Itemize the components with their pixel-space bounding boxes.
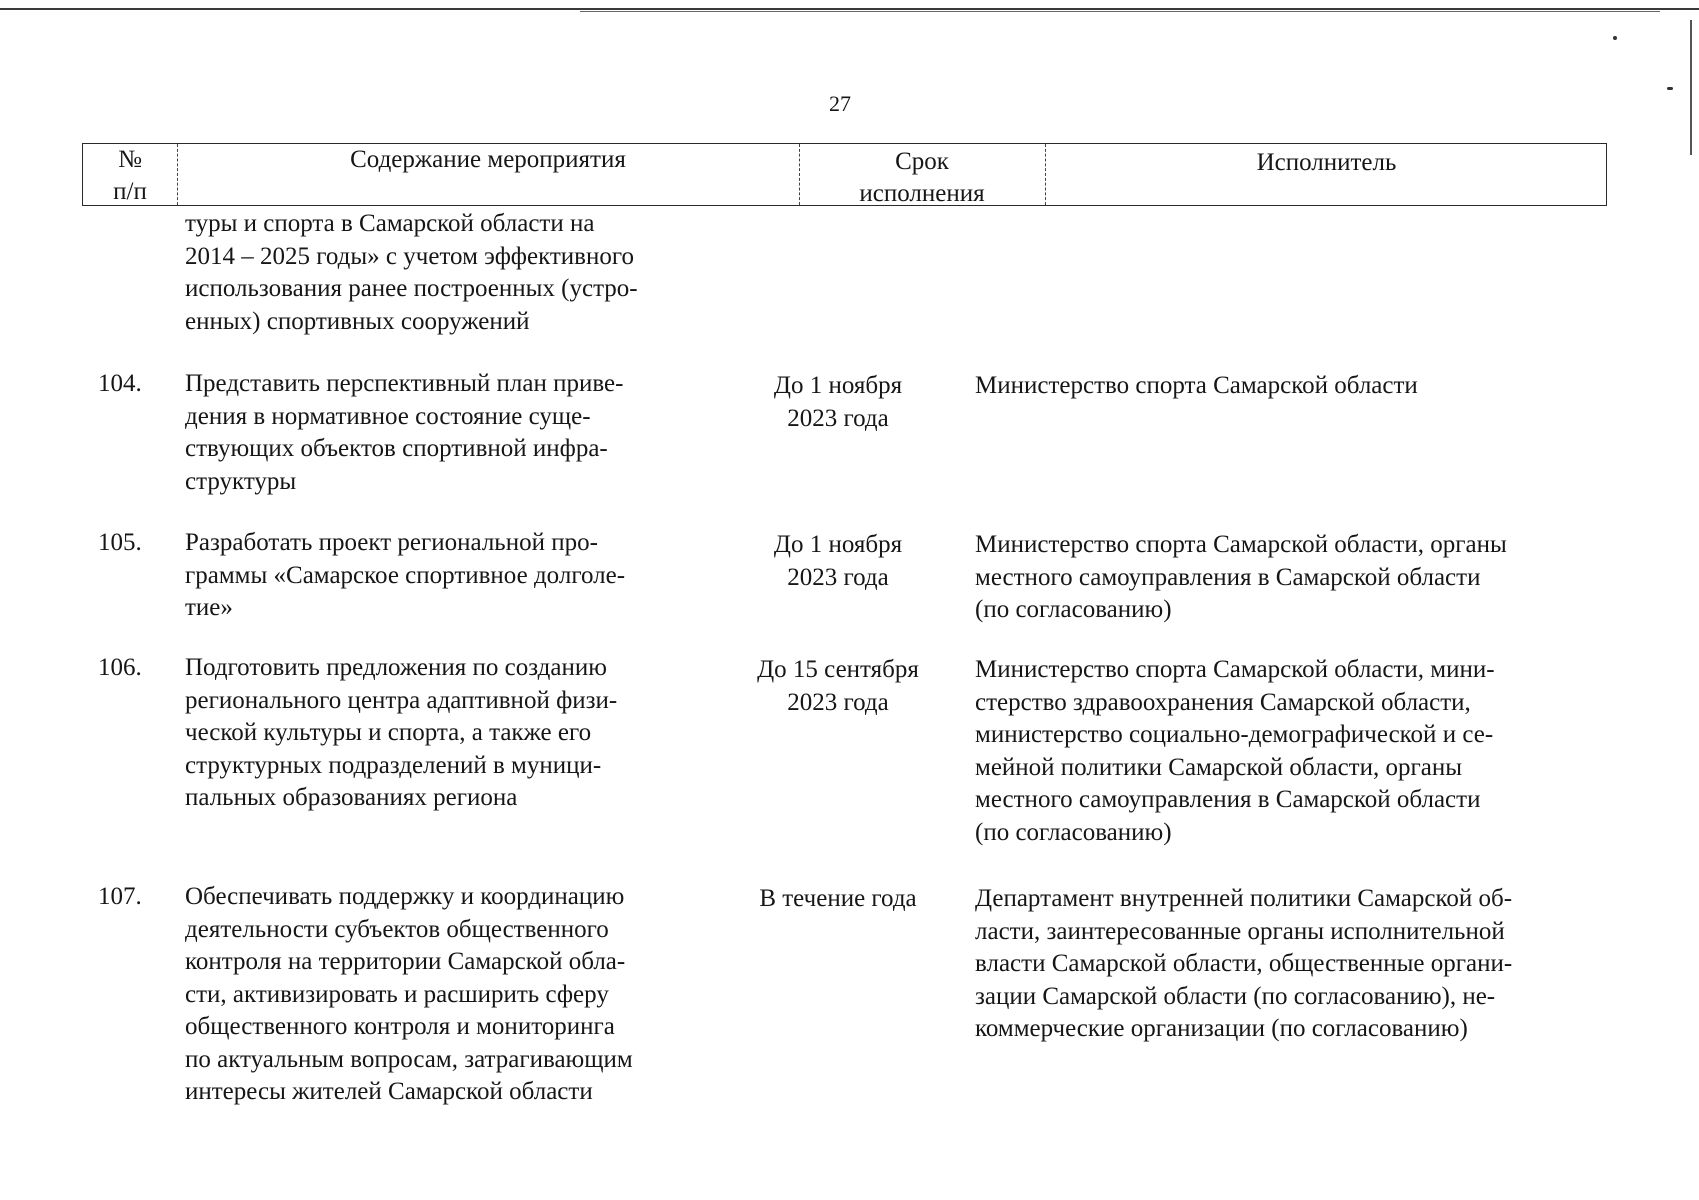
row-deadline <box>733 370 943 435</box>
text-line: местного самоуправления в Самарской области <box>975 786 1481 813</box>
text-line: енных) спортивных сооружений <box>185 307 530 335</box>
text-line: ласти, заинтересованные органы исполнительной <box>975 917 1505 945</box>
text-line: (по согласованию) <box>975 818 1172 846</box>
text-line: Министерство спорта Самарской области <box>975 372 1418 399</box>
row-num: 107. <box>98 883 142 910</box>
row-executor <box>975 883 1598 1046</box>
text-line: местного самоуправления в Самарской области <box>975 563 1481 591</box>
text-line: общественного контроля и мониторинга <box>185 1013 615 1040</box>
text-line: деятельности субъектов общественного <box>185 915 609 943</box>
row-deadline <box>733 529 943 594</box>
scan-top-border <box>0 8 1699 10</box>
text-line: Обеспечивать поддержку и координацию <box>185 883 625 910</box>
text-line: 2023 года <box>787 688 889 716</box>
text-line: До 1 ноября <box>773 372 903 399</box>
text-line: использования ранее построенных (устро- <box>185 275 638 302</box>
header-deadline <box>799 144 1045 205</box>
text-line: туры и спорта в Самарской области на <box>185 210 595 237</box>
text-line: зации Самарской области (по согласованию), не- <box>975 982 1496 1010</box>
text-line: До 15 сентября <box>757 656 919 683</box>
text-line: тие» <box>185 594 233 621</box>
row-deadline <box>733 654 943 719</box>
text-line: ствующих объектов спортивной инфра- <box>185 435 608 462</box>
text-line: регионального центра адаптивной физи- <box>185 686 618 714</box>
row-content <box>185 368 706 498</box>
text-line: пальных образованиях региона <box>185 784 518 811</box>
row-num: 104. <box>98 370 142 397</box>
text-line: Министерство спорта Самарской области, мини- <box>975 656 1495 683</box>
text-line: Министерство спорта Самарской области, органы <box>975 531 1507 558</box>
text-line: 2014 – 2025 годы» с учетом эффективного <box>185 242 634 270</box>
header-deadline-line: исполнения <box>859 180 985 207</box>
row-deadline <box>733 883 943 916</box>
header-num-line: п/п <box>113 178 147 205</box>
scan-speck <box>1667 87 1673 90</box>
text-line: 2023 года <box>787 404 889 432</box>
row-content <box>185 527 706 625</box>
row-num: 106. <box>98 654 142 681</box>
text-line: сти, активизировать и расширить сферу <box>185 980 609 1008</box>
text-line: коммерческие организации (по согласованию) <box>975 1015 1468 1042</box>
row-content <box>185 881 706 1109</box>
header-num <box>83 144 177 205</box>
row-executor <box>975 529 1598 627</box>
scan-edge-mark <box>1690 20 1692 155</box>
text-line: Разработать проект региональной про- <box>185 529 598 556</box>
text-line: министерство социально-демографической и се- <box>975 721 1494 748</box>
scan-speck <box>1613 36 1617 40</box>
text-line: В течение года <box>759 885 917 912</box>
text-line: (по согласованию) <box>975 596 1172 623</box>
text-line: интересы жителей Самарской области <box>185 1078 593 1105</box>
text-line: До 1 ноября <box>773 531 903 558</box>
text-line: стерство здравоохранения Самарской области, <box>975 688 1471 716</box>
scan-top-border-secondary <box>580 11 1660 12</box>
text-line: власти Самарской области, общественные органи- <box>975 950 1513 977</box>
text-line: Департамент внутренней политики Самарской об- <box>975 885 1513 912</box>
header-content: Содержание мероприятия <box>350 146 626 173</box>
text-line: структуры <box>185 467 297 495</box>
row-executor <box>975 370 1598 403</box>
row-content <box>185 652 706 815</box>
text-line: граммы «Самарское спортивное долголе- <box>185 561 626 589</box>
text-line: 2023 года <box>787 563 889 591</box>
text-line: структурных подразделений в муници- <box>185 751 602 779</box>
header-num-line: № <box>118 146 142 173</box>
text-line: по актуальным вопросам, затрагивающим <box>185 1045 633 1073</box>
text-line: контроля на территории Самарской обла- <box>185 948 626 975</box>
header-executor: Исполнитель <box>1256 149 1397 176</box>
table-header <box>82 143 1607 206</box>
text-line: Подготовить предложения по созданию <box>185 654 607 681</box>
row-executor <box>975 654 1598 849</box>
header-deadline-line: Срок <box>895 148 949 175</box>
text-line: ческой культуры и спорта, а также его <box>185 719 592 746</box>
text-line: Представить перспективный план приве- <box>185 370 624 397</box>
continuation-content <box>185 208 706 338</box>
page-number: 27 <box>829 91 851 116</box>
row-num: 105. <box>98 529 142 556</box>
text-line: дения в нормативное состояние суще- <box>185 402 591 430</box>
text-line: мейной политики Самарской области, органы <box>975 753 1462 781</box>
